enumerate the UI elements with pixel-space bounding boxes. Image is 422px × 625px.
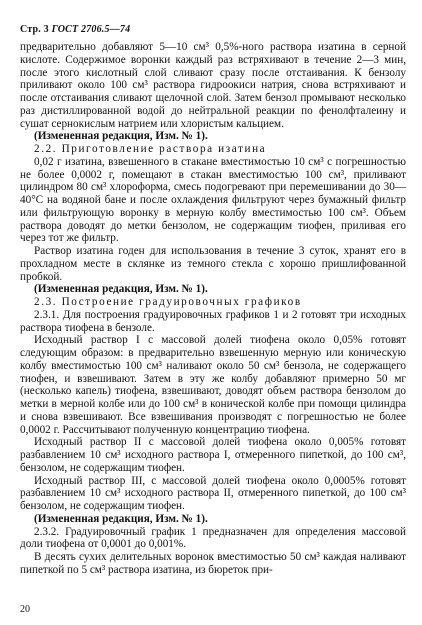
standard-number: ГОСТ 2706.5—74: [51, 24, 131, 35]
paragraph: Раствор изатина годен для использования в течение 3 суток, хранят его в прохладном месте в склянке из темного стекла с хорошо пришлифованной пробкой.: [20, 245, 406, 283]
paragraph: Исходный раствор III, с массовой долей тиофена около 0,0005% готовят разбавлением 10 см³ исходного раствора II, отмеренного пипеткой, до 100 см³ бензолом, не содержащим тиофен.: [20, 474, 406, 512]
paragraph: В десять сухих делительных воронок вместимостью 50 см³ каждая наливают пипеткой по 5 см³ раствора изатина, из бюреток при-: [20, 551, 406, 576]
paragraph: 2.3.2. Градуировочный график 1 предназначен для определения массовой доли тиофена от 0,0001 до 0,001%.: [20, 525, 406, 551]
section-heading: 2.2. Приготовление раствора изатина: [34, 143, 267, 155]
page-header: [20, 24, 130, 35]
paragraph: Исходный раствор II с массовой долей тиофена около 0,005% готовят разбавлением 10 см³ исходного раствора I, отмеренного пипеткой, до 100 см³, бензолом, не содержащим тиофен.: [20, 436, 406, 474]
page-number: 20: [20, 604, 30, 615]
section-heading: 2.3. Построение градуировочных графиков: [34, 296, 302, 308]
paragraph: 0,02 г изатина, взвешенного в стакане вместимостью 10 см³ с погрешностью не более 0,0002 г, помещают в стакан вместимостью 100 см³, приливают цилиндром 80 см³ хлороформа, смесь подогревают при перемешивании до 30—40°С на водяной бане и после охлаждения фильтруют через бумажный фильтр или фильтрующую воронку в мерную колбу вместимостью 100 см³. Объем раствора доводят до метки бензолом, не содержащим тиофен, приливая его через тот же фильтр.: [20, 155, 406, 245]
amendment-note: (Измененная редакция, Изм. № 1).: [34, 283, 208, 296]
page-label: Стр. 3: [20, 24, 49, 35]
amendment-note: (Измененная редакция, Изм. № 1).: [34, 512, 208, 525]
paragraph: Исходный раствор I с массовой долей тиофена около 0,05% готовят следующим образом: в предварительно взвешенную мерную или коническую колбу вместимостью 100 см³ наливают около 50 см³ бензола, не содержащего тиофен, и взвешивают. Затем в эту же колбу добавляют примерно 50 мг (несколько капель) тиофена, взвешивают, доводят объем раствора бензолом до метки в мерной колбе или до 100 см³ в конической колбе при помощи цилиндра и снова взвешивают. Все взвешивания производят с погрешностью не более 0,0002 г. Рассчитывают полученную концентрацию тиофена.: [20, 334, 406, 436]
document-body: [20, 41, 406, 577]
amendment-note: (Измененная редакция, Изм. № 1).: [34, 130, 208, 143]
paragraph: 2.3.1. Для построения градуировочных графиков 1 и 2 готовят три исходных раствора тиофена в бензоле.: [20, 308, 406, 334]
paragraph: предварительно добавляют 5—10 см³ 0,5%-ного раствора изатина в серной кислоте. Содержимое воронки каждый раз встряхивают в течение 2—3 мин, после этого кислотный слой сливают сразу после отстаивания. К бензолу приливают около 100 см³ раствора гидроокиси натрия, снова встряхивают и после отстаивания сливают щелочной слой. Затем бензол промывают несколько раз дистиллированной водой до нейтральной реакции по фенолфталеину и сушат сернокислым натрием или хлористым кальцием.: [20, 41, 406, 130]
